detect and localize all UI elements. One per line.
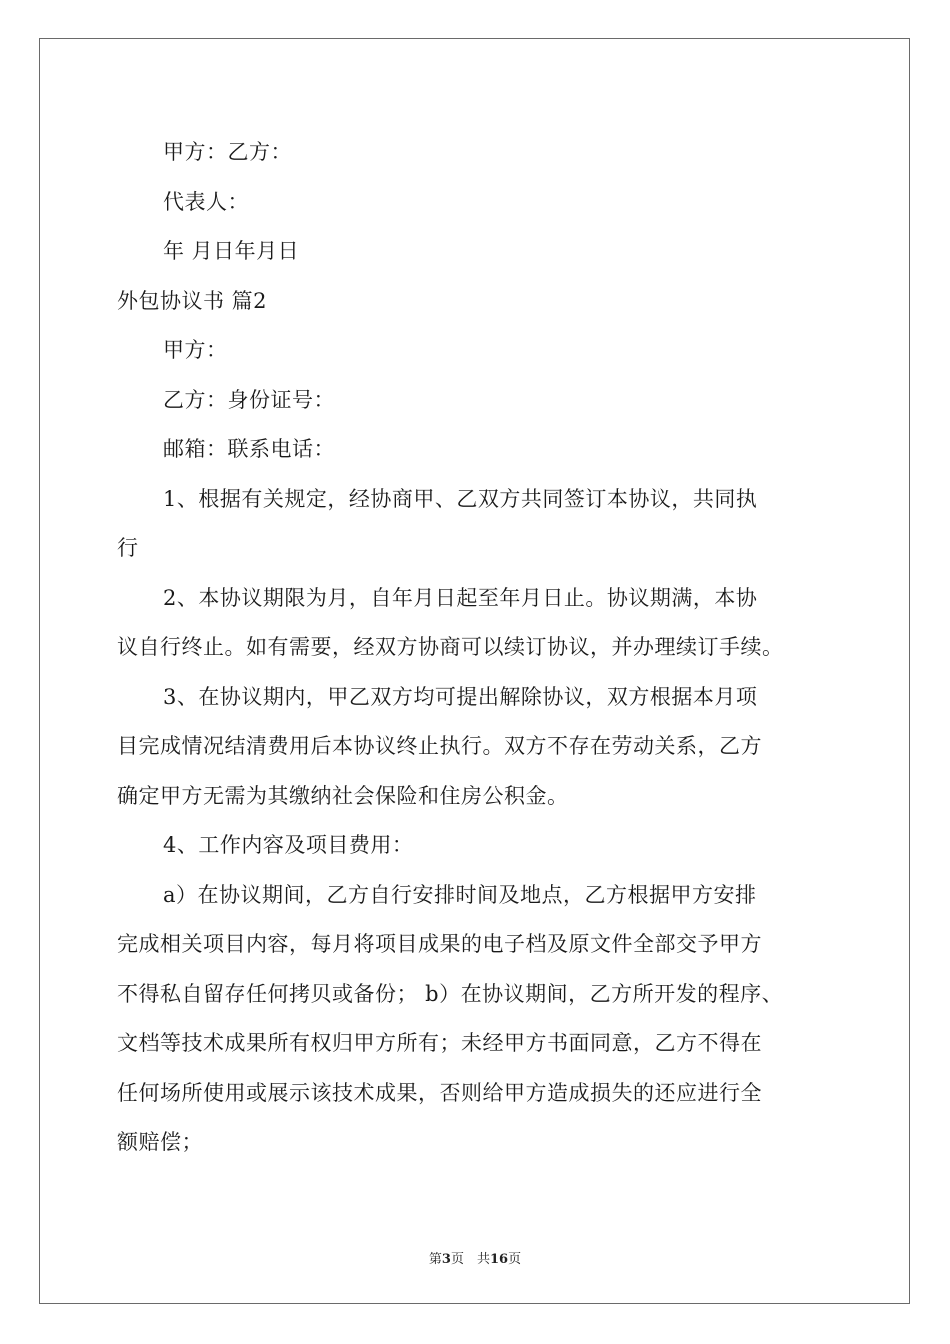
page-footer bbox=[0, 1248, 950, 1267]
text-line: 代表人： bbox=[163, 189, 249, 214]
text-line: 2、本协议期限为月，自年月日起至年月日止。协议期满，本协 bbox=[163, 585, 758, 610]
current-page-number: 3 bbox=[441, 1252, 451, 1267]
text-line: 邮箱：联系电话： bbox=[163, 437, 335, 461]
footer-middle: 页 共 bbox=[450, 1252, 490, 1267]
text-line: 乙方：身份证号： bbox=[163, 387, 335, 412]
text-line: 年 月日年月日 bbox=[163, 239, 300, 263]
text-line: 完成相关项目内容，每月将项目成果的电子档及原文件全部交予甲方 bbox=[117, 932, 762, 956]
text-line: 3、在协议期内，甲乙双方均可提出解除协议，双方根据本月项 bbox=[163, 684, 758, 709]
text-line: 1、根据有关规定，经协商甲、乙双方共同签订本协议，共同执 bbox=[163, 486, 758, 511]
text-line: 不得私自留存任何拷贝或备份； b）在协议期间，乙方所开发的程序、 bbox=[117, 981, 784, 1006]
text-line: 确定甲方无需为其缴纳社会保险和住房公积金。 bbox=[117, 783, 569, 808]
section-heading: 外包协议书 篇2 bbox=[117, 288, 268, 313]
text-line: 文档等技术成果所有权归甲方所有；未经甲方书面同意，乙方不得在 bbox=[117, 1031, 762, 1055]
text-line: 额赔偿； bbox=[117, 1130, 203, 1154]
text-line: 目完成情况结清费用后本协议终止执行。双方不存在劳动关系，乙方 bbox=[117, 734, 762, 758]
footer-prefix: 第 bbox=[428, 1252, 442, 1267]
footer-suffix: 页 bbox=[508, 1252, 522, 1267]
document-body bbox=[117, 128, 837, 1168]
text-line: 4、工作内容及项目费用： bbox=[163, 833, 414, 857]
text-line: 任何场所使用或展示该技术成果，否则给甲方造成损失的还应进行全 bbox=[117, 1080, 762, 1105]
text-line: 行 bbox=[117, 536, 139, 560]
text-line: 甲方： bbox=[163, 338, 228, 362]
text-line: a）在协议期间，乙方自行安排时间及地点，乙方根据甲方安排 bbox=[163, 882, 757, 907]
total-page-count: 16 bbox=[489, 1252, 509, 1267]
text-line: 甲方：乙方： bbox=[163, 140, 292, 164]
text-line: 议自行终止。如有需要，经双方协商可以续订协议，并办理续订手续。 bbox=[117, 635, 784, 659]
